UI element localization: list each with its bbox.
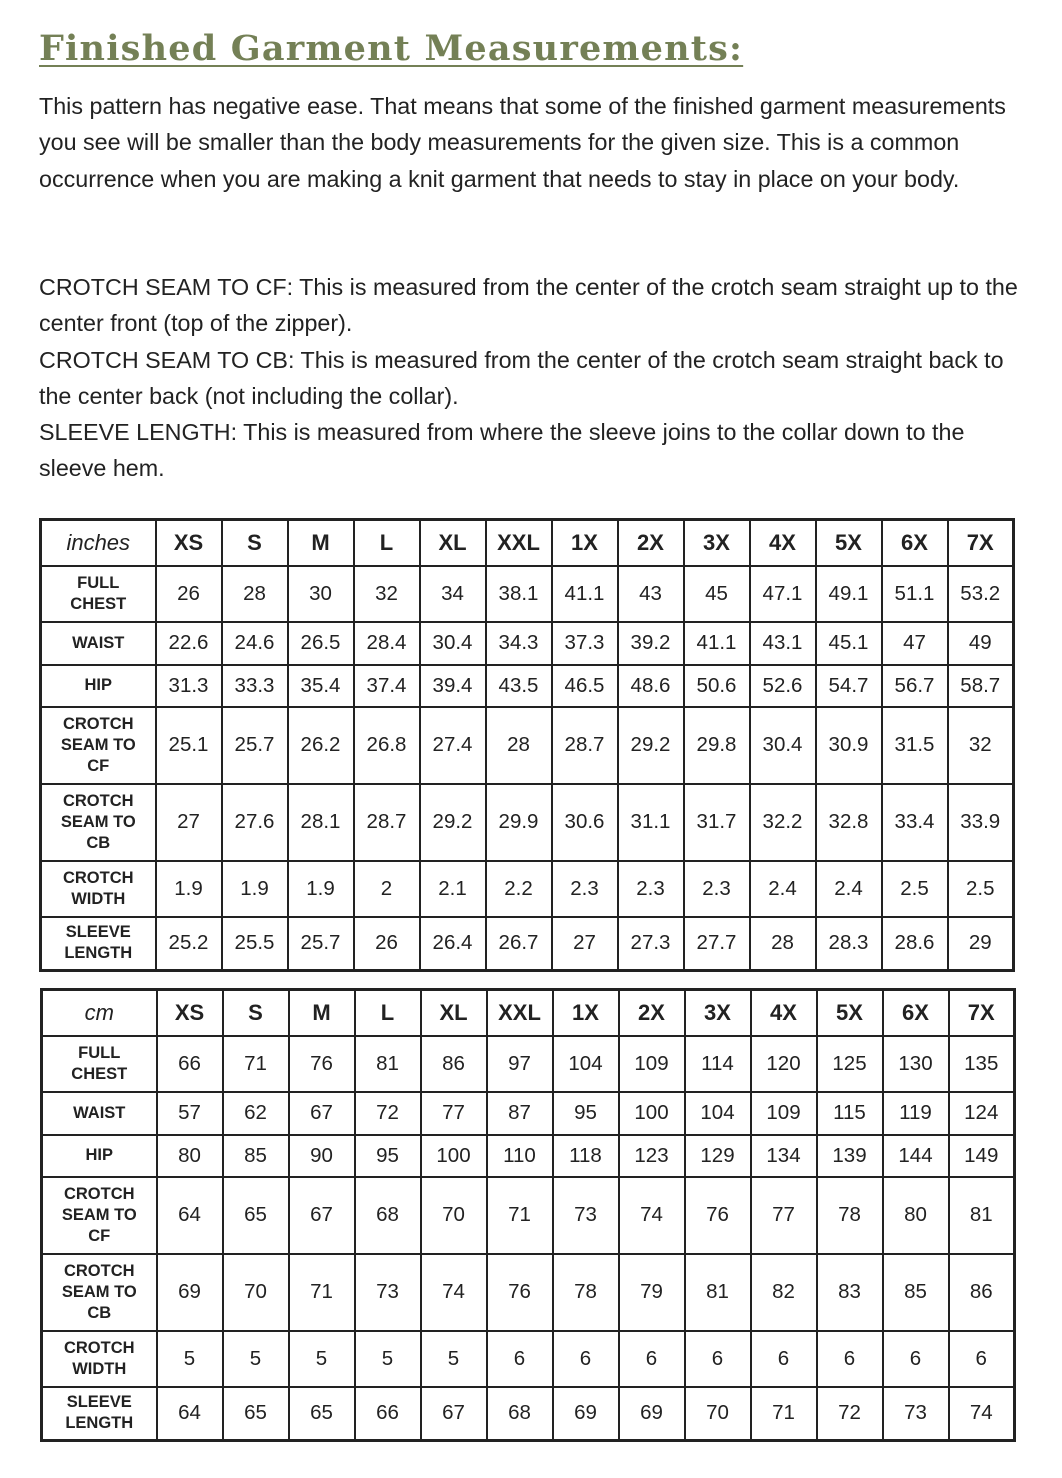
size-header: 5X [817, 990, 883, 1036]
table-cell: 28.7 [354, 784, 420, 861]
table-cell: 71 [487, 1177, 553, 1254]
table-cell: 119 [883, 1092, 949, 1135]
row-label-line: CF [88, 1226, 111, 1245]
table-row [41, 917, 1014, 971]
table-cell: 66 [355, 1387, 421, 1441]
row-label-line: CB [87, 1303, 112, 1322]
row-label-line: WIDTH [72, 1359, 127, 1378]
table-cell: 57 [157, 1092, 223, 1135]
size-header: 3X [684, 520, 750, 566]
size-header: S [222, 520, 288, 566]
table-cell: 125 [817, 1036, 883, 1092]
table-cell: 27.3 [618, 917, 684, 971]
table-cell: 95 [553, 1092, 619, 1135]
table-cell: 69 [619, 1387, 685, 1441]
table-cell: 38.1 [486, 566, 552, 622]
row-label [41, 917, 156, 971]
table-cell: 65 [289, 1387, 355, 1441]
row-label [42, 1135, 157, 1177]
size-header: 1X [553, 990, 619, 1036]
row-label-line: HIP [84, 676, 112, 694]
size-header: L [355, 990, 421, 1036]
table-cell: 46.5 [552, 665, 618, 707]
table-cell: 100 [421, 1135, 487, 1177]
table-cell: 25.2 [156, 917, 222, 971]
row-label [42, 1092, 157, 1135]
table-cell: 6 [883, 1331, 949, 1387]
table-cell: 43.5 [486, 665, 552, 707]
size-header: S [223, 990, 289, 1036]
row-label [41, 665, 156, 707]
definitions [39, 269, 1029, 487]
table-cell: 48.6 [618, 665, 684, 707]
table-cell: 35.4 [288, 665, 354, 707]
header-row [41, 520, 1014, 566]
table-cell: 139 [817, 1135, 883, 1177]
row-label [42, 1036, 157, 1092]
table-cell: 31.3 [156, 665, 222, 707]
table-cell: 27 [552, 917, 618, 971]
unit-label: cm [42, 990, 157, 1036]
row-label-line: FULL [77, 573, 120, 592]
table-row [42, 1254, 1015, 1331]
row-label-line: SLEEVE [65, 923, 131, 942]
table-cell: 2.3 [552, 861, 618, 917]
definition-sleeve-length: SLEEVE LENGTH: This is measured from where the sleeve joins to the collar down to the sleeve hem. [39, 419, 965, 482]
table-cell: 73 [553, 1177, 619, 1254]
table-cell: 28.6 [882, 917, 948, 971]
table-cell: 86 [421, 1036, 487, 1092]
size-header: 2X [619, 990, 685, 1036]
table-cell: 69 [157, 1254, 223, 1331]
size-header: XL [421, 990, 487, 1036]
table-cell: 30.6 [552, 784, 618, 861]
table-cell: 73 [355, 1254, 421, 1331]
table-cell: 29.9 [486, 784, 552, 861]
size-header: XS [156, 520, 222, 566]
table-cell: 83 [817, 1254, 883, 1331]
row-label [41, 861, 156, 917]
table-cell: 71 [289, 1254, 355, 1331]
row-label-line: CROTCH [63, 1261, 135, 1280]
table-cell: 28 [222, 566, 288, 622]
size-header: 4X [751, 990, 817, 1036]
table-cell: 24.6 [222, 622, 288, 665]
table-cell: 47 [882, 622, 948, 665]
size-header: 5X [816, 520, 882, 566]
table-cell: 135 [949, 1036, 1015, 1092]
table-cell: 71 [751, 1387, 817, 1441]
row-label-line: CHEST [70, 594, 127, 613]
row-label-line: FULL [78, 1043, 121, 1062]
table-cell: 30.9 [816, 707, 882, 784]
table-cell: 33.4 [882, 784, 948, 861]
row-label-line: CROTCH [63, 1338, 135, 1357]
table-cell: 43.1 [750, 622, 816, 665]
row-label-line: CHEST [71, 1064, 128, 1083]
table-cell: 85 [223, 1135, 289, 1177]
table-cell: 120 [751, 1036, 817, 1092]
size-header: XL [420, 520, 486, 566]
table-cell: 43 [618, 566, 684, 622]
table-cell: 28 [750, 917, 816, 971]
row-label [41, 566, 156, 622]
row-label-line: LENGTH [65, 1414, 134, 1433]
table-cell: 56.7 [882, 665, 948, 707]
table-cell: 130 [883, 1036, 949, 1092]
table-cell: 78 [553, 1254, 619, 1331]
table-cell: 28.3 [816, 917, 882, 971]
table-cell: 50.6 [684, 665, 750, 707]
intro-text: This pattern has negative ease. That means that some of the finished garment measurements you see will be smaller than the body measurements for the given size. This is a common occurrence when you are making a knit garment that needs to stay in place on your body. [39, 93, 1006, 192]
size-header: XXL [487, 990, 553, 1036]
table-cell: 115 [817, 1092, 883, 1135]
table-cell: 76 [685, 1177, 751, 1254]
table-cell: 2.1 [420, 861, 486, 917]
table-cell: 77 [751, 1177, 817, 1254]
table-cell: 22.6 [156, 622, 222, 665]
table-cell: 41.1 [552, 566, 618, 622]
table-cell: 134 [751, 1135, 817, 1177]
table-cell: 41.1 [684, 622, 750, 665]
table-cell: 49.1 [816, 566, 882, 622]
table-cell: 29.2 [618, 707, 684, 784]
table-cell: 31.7 [684, 784, 750, 861]
table-cell: 6 [751, 1331, 817, 1387]
table-cell: 2.3 [618, 861, 684, 917]
definition-crotch-seam-to-cf: CROTCH SEAM TO CF: This is measured from the center of the crotch seam straight up to the center front (top of the zipper). [39, 274, 1018, 337]
table-cell: 104 [685, 1092, 751, 1135]
table-cell: 28.4 [354, 622, 420, 665]
table-cell: 37.4 [354, 665, 420, 707]
table-cell: 62 [223, 1092, 289, 1135]
table-cell: 32.8 [816, 784, 882, 861]
definition-crotch-seam-to-cb: CROTCH SEAM TO CB: This is measured from the center of the crotch seam straight back to the center back (not including the collar). [39, 346, 1004, 409]
table-cell: 82 [751, 1254, 817, 1331]
row-label-line: LENGTH [64, 944, 133, 963]
table-cell: 26.8 [354, 707, 420, 784]
table-cell: 25.7 [222, 707, 288, 784]
table-cell: 32 [354, 566, 420, 622]
table-cell: 26.7 [486, 917, 552, 971]
row-label-line: CROTCH [62, 714, 134, 733]
table-cell: 30.4 [750, 707, 816, 784]
row-label-line: CB [86, 833, 111, 852]
table-cell: 129 [685, 1135, 751, 1177]
table-cell: 79 [619, 1254, 685, 1331]
row-label-line: SEAM TO [61, 1205, 137, 1224]
row-label [42, 1387, 157, 1441]
measurements-table-cm [40, 988, 1016, 1442]
table-cell: 2 [354, 861, 420, 917]
table-cell: 6 [817, 1331, 883, 1387]
table-cell: 70 [223, 1254, 289, 1331]
table-cell: 5 [223, 1331, 289, 1387]
table-cell: 78 [817, 1177, 883, 1254]
table-cell: 6 [685, 1331, 751, 1387]
row-label-line: WAIST [73, 1103, 126, 1122]
table-cell: 71 [223, 1036, 289, 1092]
table-cell: 104 [553, 1036, 619, 1092]
row-label-line: WIDTH [71, 889, 126, 908]
table-row [42, 1036, 1015, 1092]
table-cell: 66 [157, 1036, 223, 1092]
table-cell: 6 [553, 1331, 619, 1387]
table-row [42, 1135, 1015, 1177]
table-cell: 5 [157, 1331, 223, 1387]
table-row [41, 566, 1014, 622]
table-cell: 80 [157, 1135, 223, 1177]
size-header: L [354, 520, 420, 566]
table-cell: 70 [685, 1387, 751, 1441]
size-header: M [289, 990, 355, 1036]
table-cell: 27.7 [684, 917, 750, 971]
table-cell: 68 [355, 1177, 421, 1254]
table-cell: 58.7 [948, 665, 1014, 707]
table-cell: 85 [883, 1254, 949, 1331]
table-cell: 2.5 [948, 861, 1014, 917]
table-cell: 72 [355, 1092, 421, 1135]
table-cell: 65 [223, 1387, 289, 1441]
table-row [41, 665, 1014, 707]
table-cell: 67 [289, 1092, 355, 1135]
size-header: 6X [882, 520, 948, 566]
size-header: 2X [618, 520, 684, 566]
table-cell: 118 [553, 1135, 619, 1177]
table-cell: 39.4 [420, 665, 486, 707]
row-label [42, 1331, 157, 1387]
page-title: Finished Garment Measurements: [39, 28, 744, 69]
table-row [41, 784, 1014, 861]
table-cell: 81 [949, 1177, 1015, 1254]
table-row [41, 622, 1014, 665]
table-cell: 67 [289, 1177, 355, 1254]
table-cell: 124 [949, 1092, 1015, 1135]
row-label [42, 1254, 157, 1331]
size-header: XXL [486, 520, 552, 566]
table-cell: 95 [355, 1135, 421, 1177]
table-cell: 97 [487, 1036, 553, 1092]
table-cell: 29 [948, 917, 1014, 971]
table-cell: 80 [883, 1177, 949, 1254]
table-row [42, 1387, 1015, 1441]
table-cell: 6 [619, 1331, 685, 1387]
table-cell: 26.5 [288, 622, 354, 665]
table-cell: 67 [421, 1387, 487, 1441]
table-row [42, 1177, 1015, 1254]
table-cell: 74 [949, 1387, 1015, 1441]
table-cell: 33.3 [222, 665, 288, 707]
row-label-line: HIP [85, 1146, 113, 1164]
table-cell: 77 [421, 1092, 487, 1135]
table-cell: 74 [619, 1177, 685, 1254]
table-cell: 31.5 [882, 707, 948, 784]
table-cell: 53.2 [948, 566, 1014, 622]
row-label-line: SEAM TO [60, 735, 136, 754]
table-cell: 109 [619, 1036, 685, 1092]
table-cell: 2.5 [882, 861, 948, 917]
table-cell: 5 [355, 1331, 421, 1387]
table-cell: 52.6 [750, 665, 816, 707]
table-cell: 74 [421, 1254, 487, 1331]
table-cell: 2.4 [750, 861, 816, 917]
size-header: 7X [948, 520, 1014, 566]
table-cell: 29.2 [420, 784, 486, 861]
table-cell: 2.4 [816, 861, 882, 917]
table-cell: 45.1 [816, 622, 882, 665]
table-cell: 5 [421, 1331, 487, 1387]
size-header: 3X [685, 990, 751, 1036]
table-cell: 1.9 [222, 861, 288, 917]
table-cell: 1.9 [156, 861, 222, 917]
row-label-line: CROTCH [62, 868, 134, 887]
table-cell: 68 [487, 1387, 553, 1441]
table-cell: 47.1 [750, 566, 816, 622]
row-label-line: SLEEVE [66, 1393, 132, 1412]
table-cell: 30.4 [420, 622, 486, 665]
size-header: 6X [883, 990, 949, 1036]
size-header: M [288, 520, 354, 566]
table-cell: 54.7 [816, 665, 882, 707]
intro-paragraph [39, 88, 1029, 197]
table-cell: 25.7 [288, 917, 354, 971]
table-cell: 28.7 [552, 707, 618, 784]
table-cell: 90 [289, 1135, 355, 1177]
table-cell: 64 [157, 1387, 223, 1441]
size-header: 7X [949, 990, 1015, 1036]
table-cell: 27.4 [420, 707, 486, 784]
table-cell: 27 [156, 784, 222, 861]
table-cell: 76 [289, 1036, 355, 1092]
table-cell: 100 [619, 1092, 685, 1135]
size-header: 4X [750, 520, 816, 566]
table-cell: 109 [751, 1092, 817, 1135]
table-cell: 28 [486, 707, 552, 784]
table-row [42, 1331, 1015, 1387]
table-cell: 31.1 [618, 784, 684, 861]
table-cell: 81 [355, 1036, 421, 1092]
row-label-line: CROTCH [63, 1184, 135, 1203]
table-cell: 49 [948, 622, 1014, 665]
table-cell: 39.2 [618, 622, 684, 665]
table-cell: 34 [420, 566, 486, 622]
table-cell: 65 [223, 1177, 289, 1254]
table-cell: 114 [685, 1036, 751, 1092]
table-cell: 30 [288, 566, 354, 622]
table-cell: 37.3 [552, 622, 618, 665]
size-header: 1X [552, 520, 618, 566]
table-cell: 70 [421, 1177, 487, 1254]
table-cell: 26.2 [288, 707, 354, 784]
row-label-line: CF [87, 756, 110, 775]
row-label [41, 784, 156, 861]
table-cell: 123 [619, 1135, 685, 1177]
table-cell: 69 [553, 1387, 619, 1441]
table-row [41, 861, 1014, 917]
table-cell: 45 [684, 566, 750, 622]
table-row [42, 1092, 1015, 1135]
table-cell: 149 [949, 1135, 1015, 1177]
table-cell: 34.3 [486, 622, 552, 665]
table-cell: 87 [487, 1092, 553, 1135]
table-cell: 33.9 [948, 784, 1014, 861]
measurements-table-inches [39, 518, 1015, 972]
row-label-line: CROTCH [62, 791, 134, 810]
table-cell: 81 [685, 1254, 751, 1331]
table-cell: 25.1 [156, 707, 222, 784]
size-header: XS [157, 990, 223, 1036]
table-cell: 26 [354, 917, 420, 971]
row-label [41, 707, 156, 784]
table-cell: 27.6 [222, 784, 288, 861]
row-label-line: WAIST [72, 633, 125, 652]
row-label-line: SEAM TO [61, 1282, 137, 1301]
table-cell: 26 [156, 566, 222, 622]
table-cell: 6 [949, 1331, 1015, 1387]
row-label-line: SEAM TO [60, 812, 136, 831]
table-cell: 110 [487, 1135, 553, 1177]
table-row [41, 707, 1014, 784]
table-cell: 2.2 [486, 861, 552, 917]
table-cell: 2.3 [684, 861, 750, 917]
table-cell: 29.8 [684, 707, 750, 784]
table-cell: 76 [487, 1254, 553, 1331]
table-cell: 25.5 [222, 917, 288, 971]
table-cell: 64 [157, 1177, 223, 1254]
table-cell: 72 [817, 1387, 883, 1441]
table-cell: 26.4 [420, 917, 486, 971]
table-cell: 32 [948, 707, 1014, 784]
header-row [42, 990, 1015, 1036]
table-cell: 144 [883, 1135, 949, 1177]
table-cell: 51.1 [882, 566, 948, 622]
row-label [41, 622, 156, 665]
table-cell: 73 [883, 1387, 949, 1441]
unit-label: inches [41, 520, 156, 566]
table-cell: 86 [949, 1254, 1015, 1331]
table-cell: 28.1 [288, 784, 354, 861]
row-label [42, 1177, 157, 1254]
table-cell: 1.9 [288, 861, 354, 917]
table-cell: 6 [487, 1331, 553, 1387]
table-cell: 32.2 [750, 784, 816, 861]
table-cell: 5 [289, 1331, 355, 1387]
